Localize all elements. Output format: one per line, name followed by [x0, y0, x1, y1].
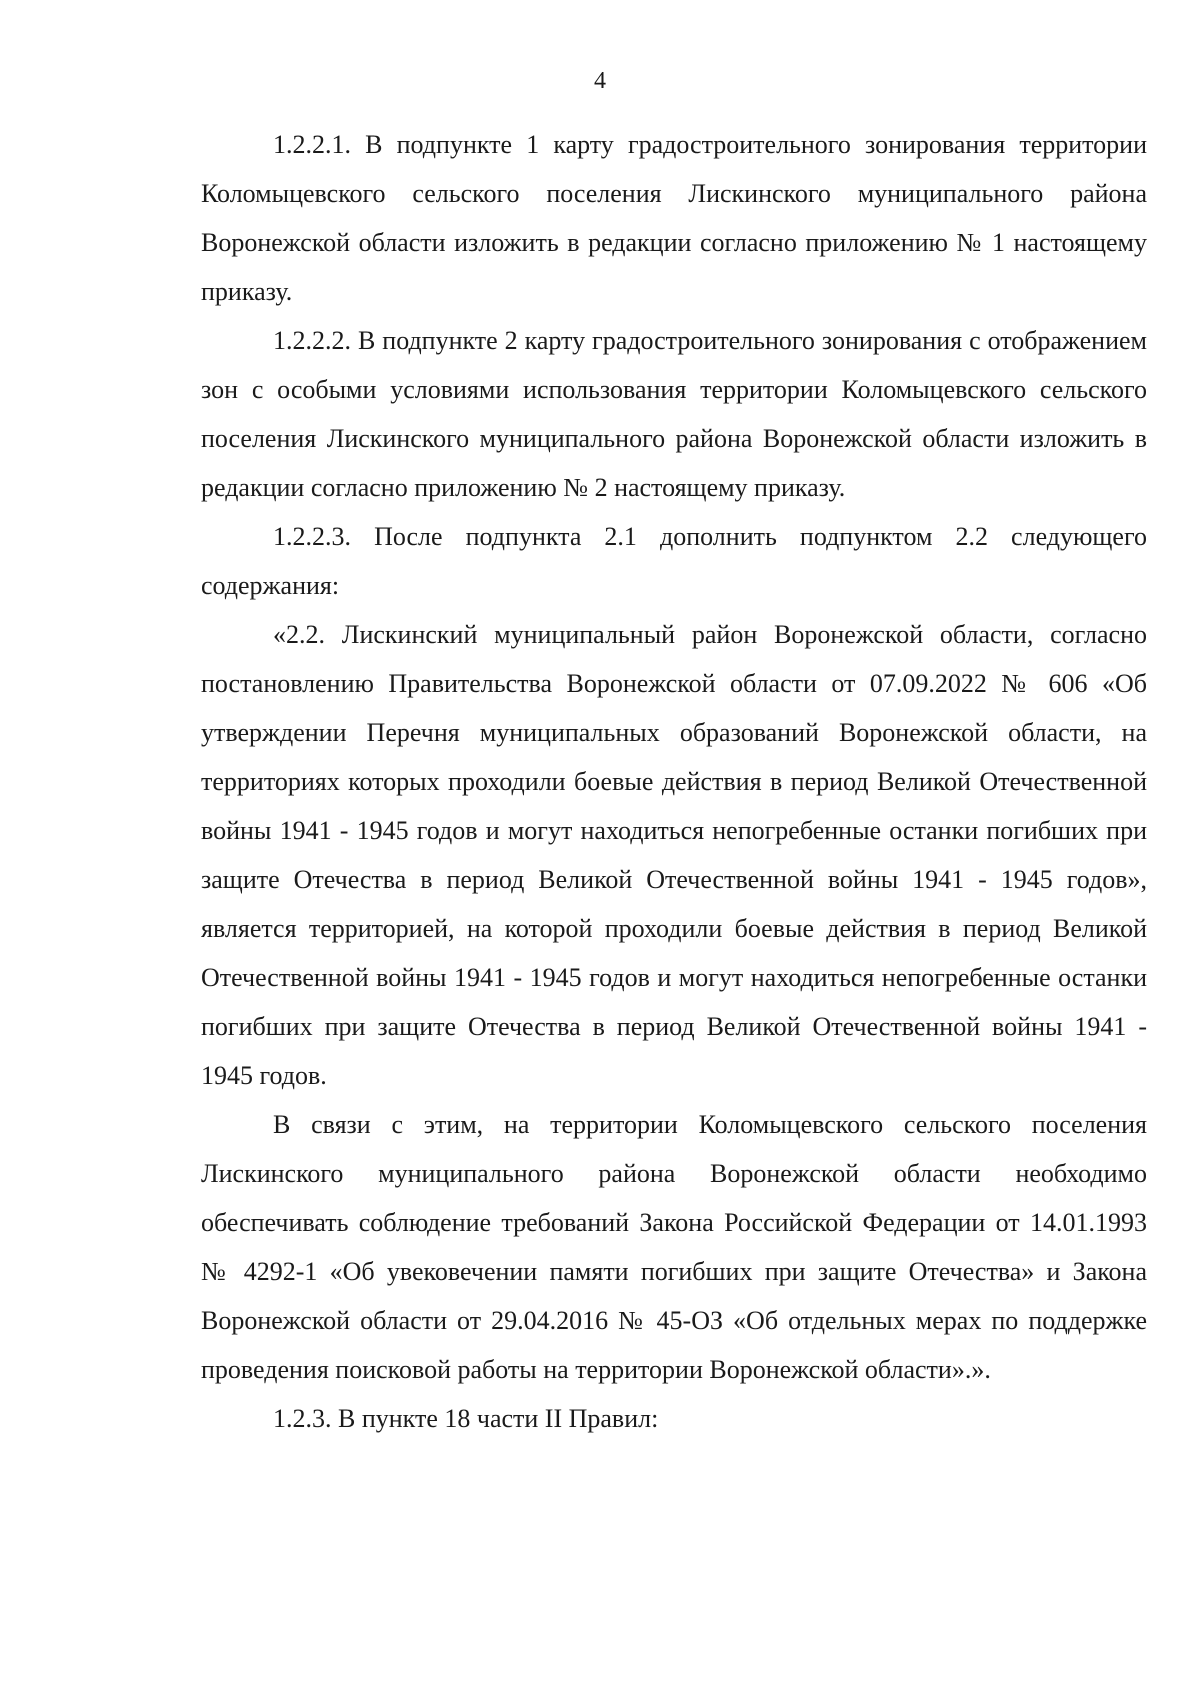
paragraph-quote-2-2: «2.2. Лискинский муниципальный район Воронежской области, согласно постановлению Правительства Воронежской области от 07.09.2022 № 606 «Об утверждении Перечня муниципальных образований Воронежской области, на территориях которых проходили боевые действия в период Великой Отечественной войны 1941 - 1945 годов и могут находиться непогребенные останки погибших при защите Отечества в период Великой Отечественной войны 1941 - 1945 годов», является территорией, на которой проходили боевые действия в период Великой Отечественной войны 1941 - 1945 годов и могут находиться непогребенные останки погибших при защите Отечества в период Великой Отечественной войны 1941 - 1945 годов.: [201, 620, 1147, 1090]
page-number: 4: [594, 68, 606, 94]
paragraph-in-connection: В связи с этим, на территории Коломыцевского сельского поселения Лискинского муниципального района Воронежской области необходимо обеспечивать соблюдение требований Закона Российской Федерации от 14.01.1993 № 4292-1 «Об увековечении памяти погибших при защите Отечества» и Закона Воронежской области от 29.04.2016 № 45-ОЗ «Об отдельных мерах по поддержке проведения поисковой работы на территории Воронежской области».».: [201, 1110, 1147, 1384]
paragraph-1-2-2-2: 1.2.2.2. В подпункте 2 карту градостроительного зонирования с отображением зон с особыми условиями использования территории Коломыцевского сельского поселения Лискинского муниципального района Воронежской области изложить в редакции согласно приложению № 2 настоящему приказу.: [201, 326, 1147, 502]
paragraph-1-2-2-1: 1.2.2.1. В подпункте 1 карту градостроительного зонирования территории Коломыцевского сельского поселения Лискинского муниципального района Воронежской области изложить в редакции согласно приложению № 1 настоящему приказу.: [201, 130, 1147, 306]
paragraph-1-2-3: 1.2.3. В пункте 18 части II Правил:: [273, 1404, 659, 1433]
document-body: [201, 120, 1147, 1443]
paragraph-1-2-2-3: 1.2.2.3. После подпункта 2.1 дополнить подпунктом 2.2 следующего содержания:: [201, 522, 1147, 600]
